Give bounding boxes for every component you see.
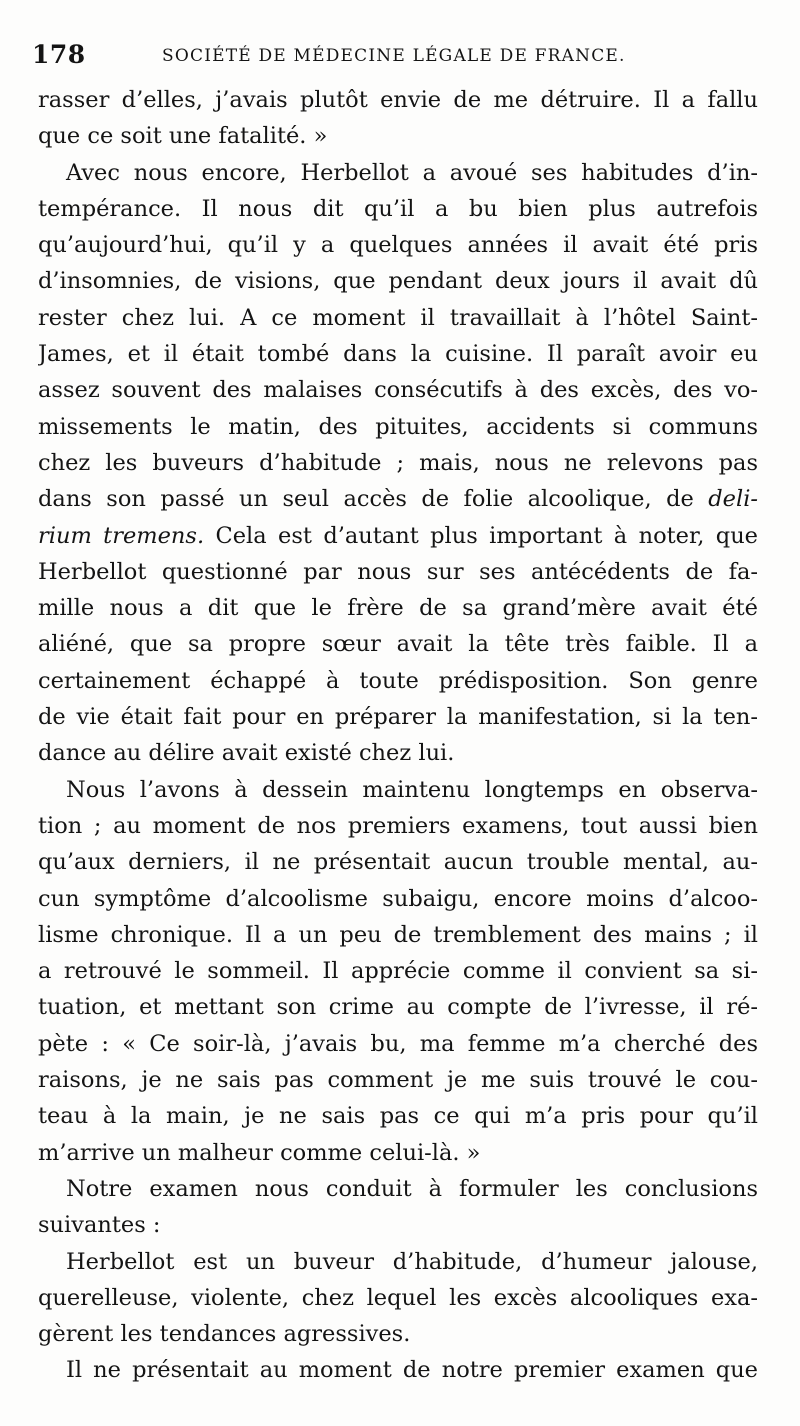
text-line: qu’aujourd’hui, qu’il y a quelques années il avait été pris [38, 232, 758, 259]
paragraph-start-line: Il ne présentait au moment de notre premier examen que [66, 1357, 758, 1384]
text-line-with-italic [38, 481, 758, 517]
text-line: que ce soit une fatalité. » [38, 123, 328, 150]
text-line-with-italic [38, 518, 758, 554]
page-number: 178 [32, 40, 86, 69]
text-segment: dans son passé un seul accès de folie alcoolique, de [38, 486, 694, 513]
text-line: assez souvent des malaises consécutifs à des excès, des vo- [38, 377, 758, 404]
italic-term: deli- [708, 486, 758, 513]
paragraph-start-line: Avec nous encore, Herbellot a avoué ses habitudes d’in- [66, 159, 758, 186]
text-line: de vie était fait pour en préparer la manifestation, si la ten- [38, 704, 758, 731]
text-line: chez les buveurs d’habitude ; mais, nous ne relevons pas [38, 449, 758, 476]
text-line: suivantes : [38, 1212, 161, 1239]
text-line: tuation, et mettant son crime au compte de l’ivresse, il ré- [38, 994, 758, 1021]
text-line: mille nous a dit que le frère de sa grand’mère avait été [38, 595, 758, 622]
text-line: aliéné, que sa propre sœur avait la tête très faible. Il a [38, 631, 758, 658]
running-title: SOCIÉTÉ DE MÉDECINE LÉGALE DE FRANCE. [162, 46, 626, 66]
text-line: cun symptôme d’alcoolisme subaigu, encore moins d’alcoo- [38, 885, 758, 912]
text-line: Herbellot questionné par nous sur ses antécédents de fa- [38, 558, 758, 585]
text-line: teau à la main, je ne sais pas ce qui m’a pris pour qu’il [38, 1103, 758, 1130]
text-line: qu’aux derniers, il ne présentait aucun trouble mental, au- [38, 849, 758, 876]
text-segment: Cela est d’autant plus important à noter, que [204, 522, 758, 549]
text-line: m’arrive un malheur comme celui-là. » [38, 1139, 481, 1166]
text-line: gèrent les tendances agressives. [38, 1321, 411, 1348]
paragraph-start-line: Notre examen nous conduit à formuler les conclusions [66, 1175, 758, 1202]
page-header [32, 38, 772, 78]
paragraph-start-line: Nous l’avons à dessein maintenu longtemps en observa- [66, 776, 758, 803]
text-line: tion ; au moment de nos premiers examens, tout aussi bien [38, 812, 758, 839]
text-line: dance au délire avait existé chez lui. [38, 740, 455, 767]
text-line: rester chez lui. A ce moment il travaillait à l’hôtel Saint- [38, 304, 758, 331]
text-line: certainement échappé à toute prédisposition. Son genre [38, 667, 758, 694]
text-line: a retrouvé le sommeil. Il apprécie comme il convient sa si- [38, 958, 758, 985]
text-line: James, et il était tombé dans la cuisine. Il paraît avoir eu [38, 341, 758, 368]
text-line: tempérance. Il nous dit qu’il a bu bien plus autrefois [38, 195, 758, 222]
text-line: rasser d’elles, j’avais plutôt envie de me détruire. Il a fallu [38, 87, 758, 113]
italic-term: rium tremens. [38, 522, 205, 549]
body-text [38, 82, 758, 1389]
paragraph-start-line: Herbellot est un buveur d’habitude, d’humeur jalouse, [66, 1248, 758, 1275]
text-line: raisons, je ne sais pas comment je me suis trouvé le cou- [38, 1067, 758, 1094]
text-line: missements le matin, des pituites, accidents si communs [38, 413, 758, 440]
text-line: querelleuse, violente, chez lequel les excès alcooliques exa- [38, 1284, 758, 1311]
text-line: pète : « Ce soir-là, j’avais bu, ma femme m’a cherché des [38, 1030, 758, 1057]
text-line: d’insomnies, de visions, que pendant deux jours il avait dû [38, 268, 758, 295]
text-line: lisme chronique. Il a un peu de tremblement des mains ; il [38, 921, 758, 948]
